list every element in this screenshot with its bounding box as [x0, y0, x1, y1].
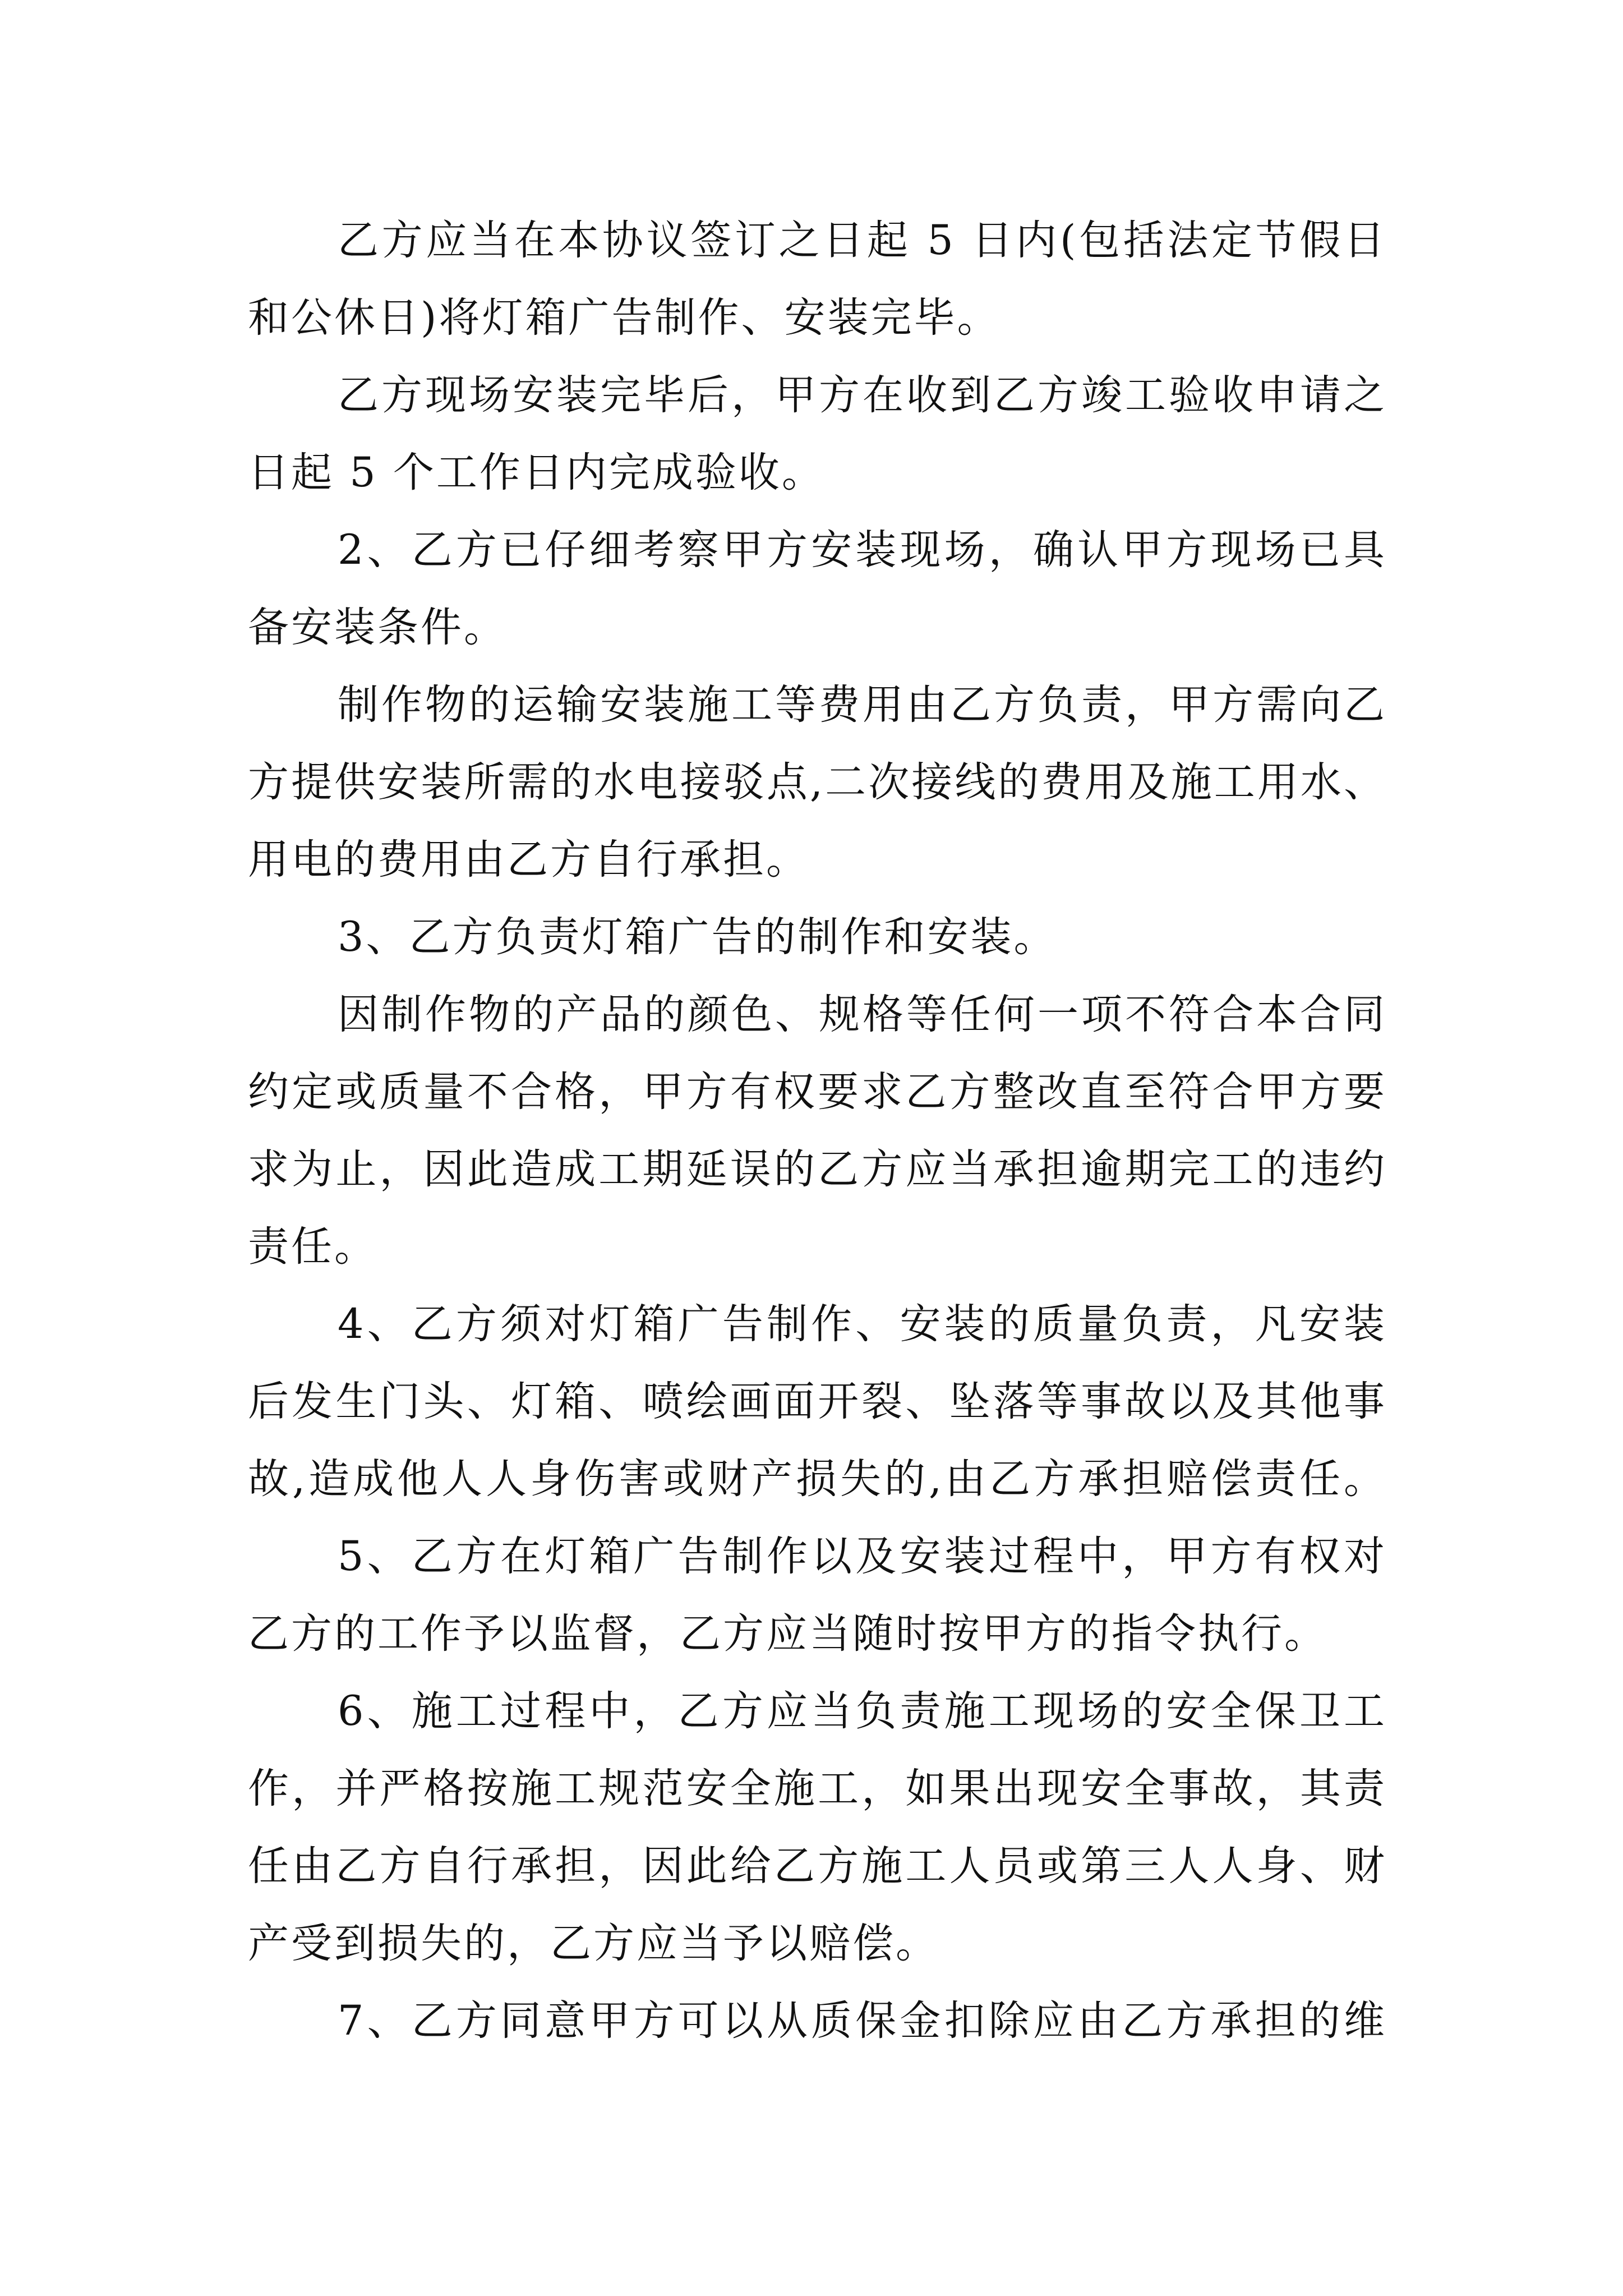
paragraph: [248, 899, 1387, 976]
paragraph-line: 7、乙方同意甲方可以从质保金扣除应由乙方承担的维: [338, 1997, 1387, 2045]
paragraph-line: 任由乙方自行承担，因此给乙方施工人员或第三人人身、财: [248, 1842, 1387, 1890]
paragraph: [248, 202, 1387, 357]
paragraph-line: 制作物的运输安装施工等费用由乙方负责，甲方需向乙: [338, 681, 1387, 729]
paragraph-line: 用电的费用由乙方自行承担。: [248, 836, 809, 884]
paragraph-line: 方提供安装所需的水电接驳点,二次接线的费用及施工用水、: [248, 758, 1387, 806]
paragraph-line: 故,造成他人人身伤害或财产损失的,由乙方承担赔偿责任。: [248, 1455, 1387, 1503]
paragraph: [248, 1673, 1387, 1982]
paragraph-line: 约定或质量不合格，甲方有权要求乙方整改直至符合甲方要: [248, 1068, 1387, 1116]
paragraph: [248, 1982, 1387, 2060]
paragraph: [248, 1286, 1387, 1518]
paragraph: [248, 666, 1387, 899]
paragraph-line: 后发生门头、灯箱、喷绘画面开裂、坠落等事故以及其他事: [248, 1378, 1387, 1425]
paragraph-line: 3、乙方负责灯箱广告的制作和安装。: [338, 913, 1057, 961]
paragraph-line: 产受到损失的，乙方应当予以赔偿。: [248, 1920, 939, 1967]
paragraph-line: 6、施工过程中，乙方应当负责施工现场的安全保卫工: [338, 1687, 1387, 1735]
paragraph: [248, 512, 1387, 666]
paragraph-line: 4、乙方须对灯箱广告制作、安装的质量负责，凡安装: [338, 1300, 1387, 1348]
paragraph: [248, 357, 1387, 512]
document-body: [248, 202, 1387, 2060]
paragraph-line: 和公休日)将灯箱广告制作、安装完毕。: [248, 294, 1000, 342]
paragraph-line: 责任。: [248, 1223, 377, 1271]
paragraph-line: 作，并严格按施工规范安全施工，如果出现安全事故，其责: [248, 1765, 1387, 1812]
paragraph: [248, 976, 1387, 1286]
paragraph-line: 备安装条件。: [248, 604, 507, 651]
paragraph-line: 日起 5 个工作日内完成验收。: [248, 449, 825, 496]
paragraph-line: 因制作物的产品的颜色、规格等任何一项不符合本合同: [338, 991, 1387, 1038]
paragraph: [248, 1518, 1387, 1673]
paragraph-line: 乙方的工作予以监督，乙方应当随时按甲方的指令执行。: [248, 1610, 1327, 1658]
paragraph-line: 乙方现场安装完毕后，甲方在收到乙方竣工验收申请之: [338, 371, 1387, 419]
paragraph-line: 求为止，因此造成工期延误的乙方应当承担逾期完工的违约: [248, 1145, 1387, 1193]
paragraph-line: 5、乙方在灯箱广告制作以及安装过程中，甲方有权对: [338, 1533, 1387, 1580]
paragraph-line: 乙方应当在本协议签订之日起 5 日内(包括法定节假日: [338, 217, 1387, 264]
paragraph-line: 2、乙方已仔细考察甲方安装现场，确认甲方现场已具: [338, 526, 1387, 574]
